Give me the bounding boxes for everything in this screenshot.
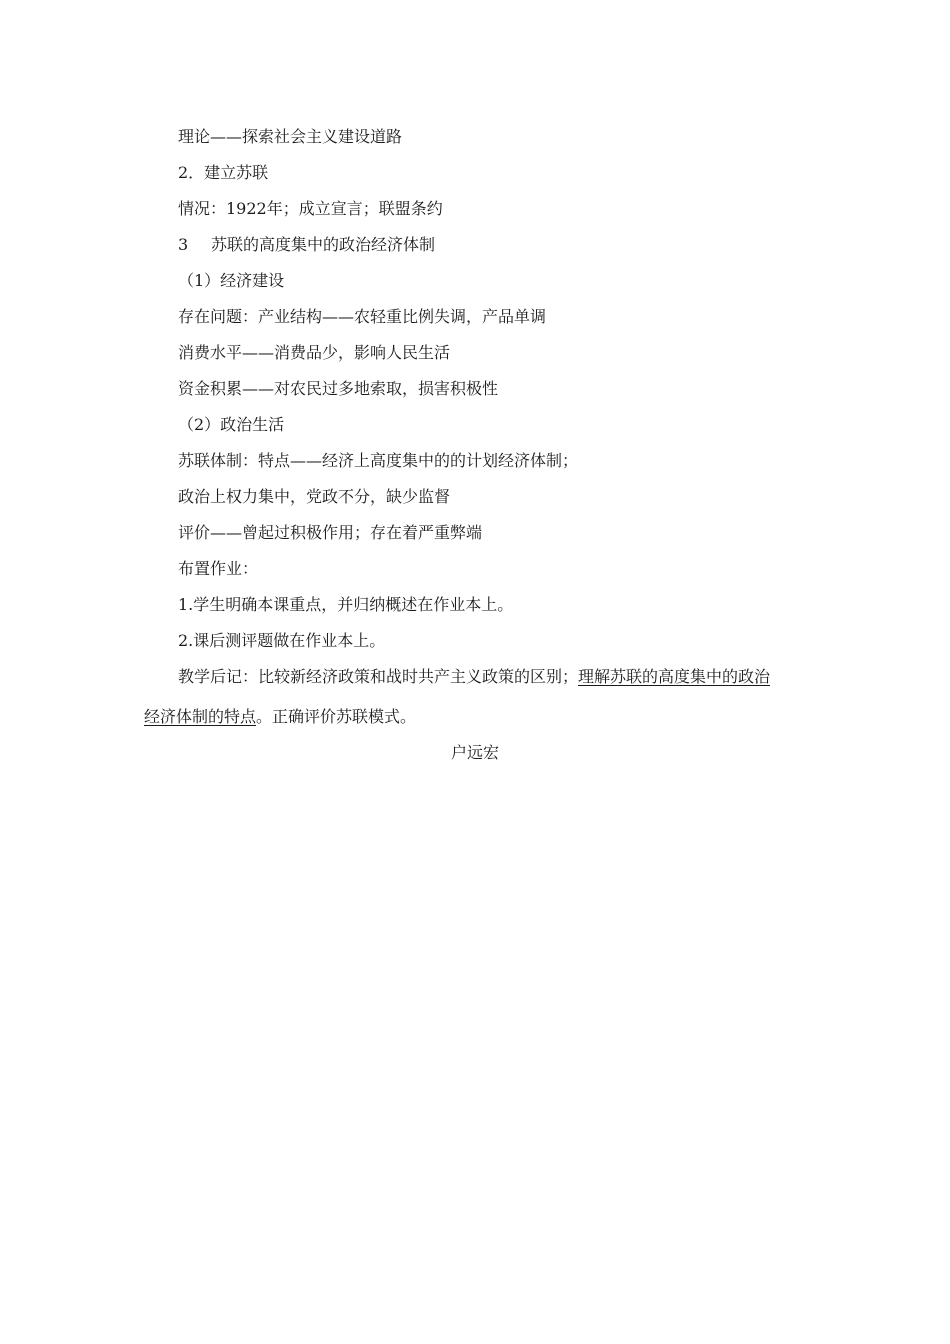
text-line-evaluation: 评价——曾起过积极作用；存在着严重弊端 <box>178 523 483 542</box>
homework-heading: 布置作业： <box>178 559 259 578</box>
subsection-heading-1: （1）经济建设 <box>178 271 285 290</box>
section-heading-2: 2．建立苏联 <box>178 163 269 182</box>
homework-item-2: 2.课后测评题做在作业本上。 <box>178 631 386 650</box>
section-title: 苏联的高度集中的政治经济体制 <box>211 235 436 254</box>
text-line-system-features: 苏联体制：特点——经济上高度集中的的计划经济体制； <box>178 451 579 470</box>
text-line-theory: 理论——探索社会主义建设道路 <box>178 127 403 146</box>
postscript-underlined-text: 经济体制的特点 <box>144 707 257 726</box>
postscript-line-2 <box>144 707 416 727</box>
text-line-political: 政治上权力集中，党政不分，缺少监督 <box>178 487 451 506</box>
section-number: 3 <box>178 235 189 254</box>
text-line-capital: 资金积累——对农民过多地索取，损害积极性 <box>178 379 499 398</box>
postscript-text: 。正确评价苏联模式。 <box>256 707 417 726</box>
section-heading-3 <box>178 235 435 255</box>
text-line-consumption: 消费水平——消费品少，影响人民生活 <box>178 343 451 362</box>
postscript-underlined-text: 理解苏联的高度集中的政治 <box>578 667 771 686</box>
subsection-heading-2: （2）政治生活 <box>178 415 285 434</box>
text-line-situation: 情况：1922年；成立宣言；联盟条约 <box>178 199 443 218</box>
postscript-line-1 <box>178 667 770 687</box>
homework-item-1: 1.学生明确本课重点，并归纳概述在作业本上。 <box>178 595 514 614</box>
text-line-problems: 存在问题：产业结构——农轻重比例失调，产品单调 <box>178 307 547 326</box>
postscript-text: 教学后记：比较新经济政策和战时共产主义政策的区别； <box>178 667 579 686</box>
author-name: 户远宏 <box>450 743 499 762</box>
